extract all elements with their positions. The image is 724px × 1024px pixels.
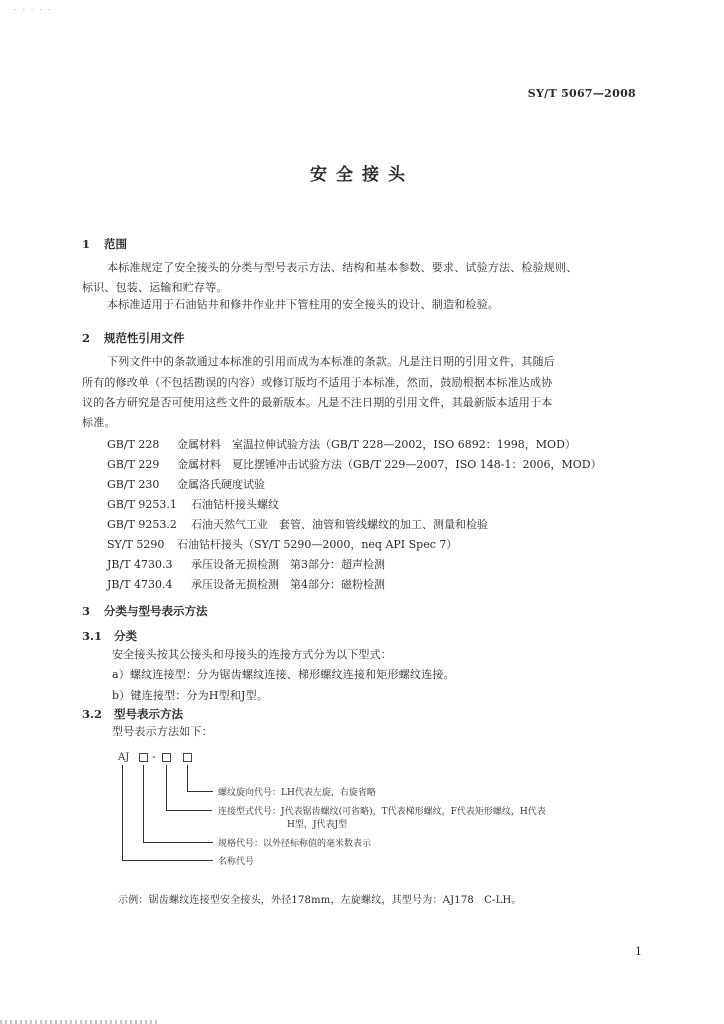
size-code-label: 规格代号：以外径标称值的毫米数表示 [218, 839, 372, 849]
placeholder-box [162, 753, 171, 762]
list-item-b: b）键连接型：分为H型和J型。 [112, 689, 269, 702]
example-text: 示例：锯齿螺纹连接型安全接头，外径178mm，左旋螺纹，其型号为：AJ178 C-LH。 [118, 895, 522, 906]
section-3-1-paragraph: 安全接头按其公接头和母接头的连接方式分为以下型式： [112, 648, 392, 661]
section-number: 2 [82, 331, 91, 345]
dash-separator: - [152, 750, 156, 763]
reference-item [107, 476, 265, 492]
section-1-heading [82, 236, 127, 252]
name-code-label: 名称代号 [218, 857, 255, 867]
placeholder-box [183, 753, 192, 762]
reference-title: 石油钻杆接头（SY/T 5290—2000，neq API Spec 7） [177, 538, 458, 551]
reference-item [107, 436, 576, 452]
reference-title: 承压设备无损检测 第4部分：磁粉检测 [191, 578, 385, 591]
connection-type-label-cont: H型，J代表J型 [287, 820, 348, 830]
leader-line [143, 765, 144, 843]
section-title: 范围 [104, 237, 127, 251]
section-number: 3.2 [82, 707, 103, 721]
section-title: 规范性引用文件 [104, 331, 185, 345]
leader-line [143, 842, 213, 843]
section-3-heading [82, 603, 208, 619]
section-title: 分类与型号表示方法 [104, 604, 208, 618]
section-3-1-heading [82, 628, 137, 644]
section-3-2-heading [82, 706, 183, 722]
reference-item [107, 496, 279, 512]
page-number: 1 [635, 945, 642, 958]
section-number: 3 [82, 604, 91, 618]
leader-line [166, 810, 212, 811]
reference-code: SY/T 5290 [107, 538, 165, 551]
leader-line [187, 791, 213, 792]
reference-code: GB/T 230 [107, 478, 160, 491]
reference-code: GB/T 228 [107, 438, 160, 451]
reference-title: 承压设备无损检测 第3部分：超声检测 [191, 558, 385, 571]
prefix-code: AJ [118, 752, 130, 763]
scan-mark: - · · · - [14, 6, 53, 14]
connection-type-label: 连接型式代号：J代表锯齿螺纹(可省略)，T代表梯形螺纹，F代表矩形螺纹，H代表 [218, 807, 546, 817]
reference-code: GB/T 9253.1 [107, 498, 177, 511]
section-1-paragraph-1a: 本标准规定了安全接头的分类与型号表示方法、结构和基本参数、要求、试验方法、检验规则、 [107, 261, 578, 274]
section-2-paragraph-line: 标准。 [82, 416, 116, 429]
section-2-heading [82, 330, 185, 346]
reference-code: GB/T 9253.2 [107, 518, 177, 531]
reference-item [107, 556, 385, 572]
section-2-paragraph-line: 下列文件中的条款通过本标准的引用而成为本标准的条款。凡是注日期的引用文件，其随后 [107, 355, 555, 368]
reference-item [107, 576, 385, 592]
section-2-paragraph-line: 所有的修改单（不包括勘误的内容）或修订版均不适用于本标准，然而，鼓励根据本标准达成协 [82, 376, 553, 389]
thread-direction-label: 螺纹旋向代号：LH代表左旋，右旋省略 [218, 788, 376, 798]
section-3-2-paragraph: 型号表示方法如下： [112, 725, 213, 738]
list-item-a: a）螺纹连接型：分为锯齿螺纹连接、梯形螺纹连接和矩形螺纹连接。 [112, 668, 455, 681]
section-number: 3.1 [82, 629, 103, 643]
section-2-paragraph-line: 议的各方研究是否可使用这些文件的最新版本。凡是不注日期的引用文件，其最新版本适用于本 [82, 396, 553, 409]
leader-line [187, 765, 188, 792]
section-number: 1 [82, 237, 91, 251]
reference-code: GB/T 229 [107, 458, 160, 471]
section-title: 型号表示方法 [114, 707, 183, 721]
reference-title: 金属材料 夏比摆锤冲击试验方法（GB/T 229—2007，ISO 148-1：2006，MOD） [177, 458, 602, 471]
reference-item [107, 536, 457, 552]
reference-item [107, 516, 488, 532]
section-1-paragraph-2: 本标准适用于石油钻井和修井作业井下管柱用的安全接头的设计、制造和检验。 [107, 298, 499, 311]
reference-title: 石油钻杆接头螺纹 [191, 498, 279, 511]
reference-code: JB/T 4730.3 [107, 558, 173, 571]
reference-title: 金属材料 室温拉伸试验方法（GB/T 228—2002，ISO 6892：1998，MOD） [177, 438, 576, 451]
section-1-paragraph-1b: 标识、包装、运输和贮存等。 [82, 281, 228, 294]
placeholder-box [139, 753, 148, 762]
reference-title: 石油天然气工业 套管、油管和管线螺纹的加工、测量和检验 [191, 518, 488, 531]
reference-code: JB/T 4730.4 [107, 578, 173, 591]
reference-title: 金属洛氏硬度试验 [177, 478, 265, 491]
section-title: 分类 [114, 629, 137, 643]
leader-line [122, 860, 213, 861]
leader-line [122, 765, 123, 861]
document-title: 安全接头 [310, 165, 414, 185]
scan-artifact [0, 1020, 160, 1024]
reference-item [107, 456, 602, 472]
standard-code: SY/T 5067—2008 [527, 87, 636, 100]
leader-line [166, 765, 167, 811]
